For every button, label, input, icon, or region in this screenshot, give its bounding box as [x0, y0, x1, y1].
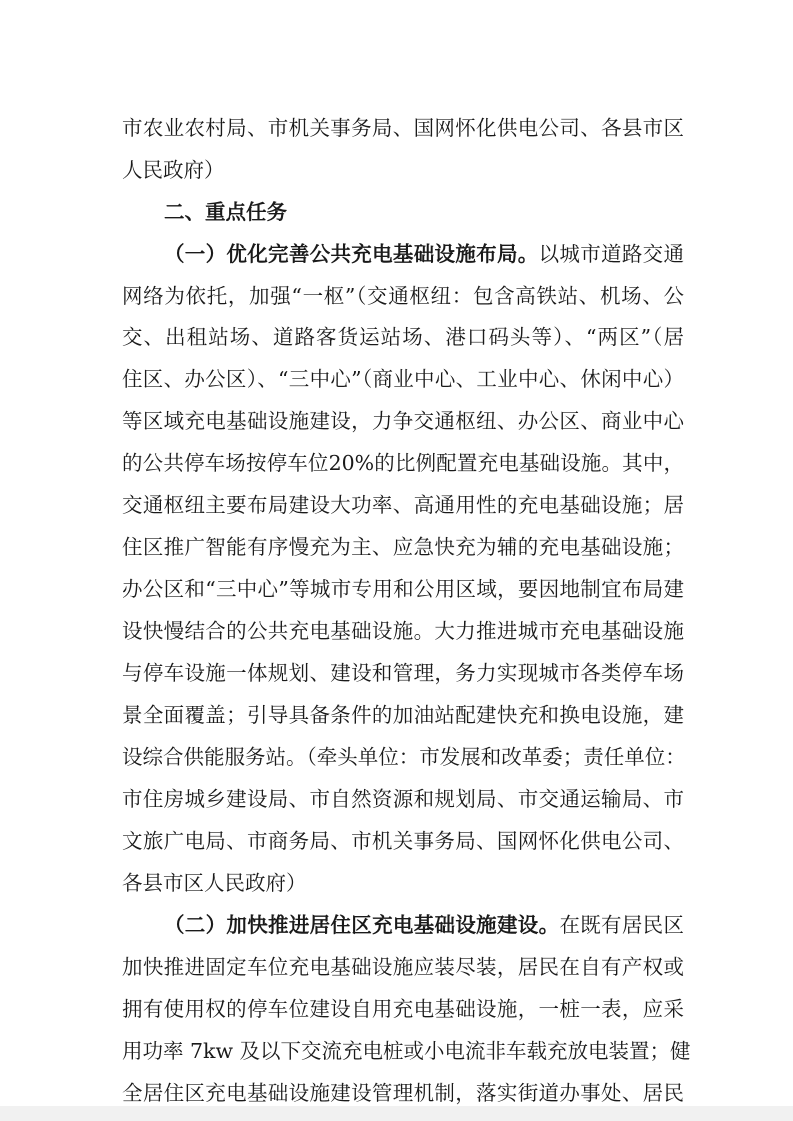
text-line: 网络为依托，加强“一枢”（交通枢纽：包含高铁站、机场、公	[122, 284, 684, 308]
scan-edge	[0, 1106, 793, 1121]
text-line: 拥有使用权的停车位建设自用充电基础设施，一桩一表，应采	[122, 997, 684, 1021]
text-line: 办公区和“三中心”等城市专用和公用区域，要因地制宜布局建	[122, 577, 684, 601]
text-line: 的公共停车场按停车位20%的比例配置充电基础设施。其中，	[122, 451, 684, 475]
subsection-heading: （二）加快推进居住区充电基础设施建设。	[164, 913, 560, 937]
text-line: 设快慢结合的公共充电基础设施。大力推进城市充电基础设施	[122, 619, 684, 643]
text-line: 景全面覆盖；引导具备条件的加油站配建快充和换电设施，建	[122, 703, 684, 727]
text-line: 与停车设施一体规划、建设和管理，务力实现城市各类停车场	[122, 661, 684, 685]
text-line: 市农业农村局、市机关事务局、国网怀化供电公司、各县市区	[122, 116, 684, 140]
text-line: 设综合供能服务站。（牵头单位：市发展和改革委；责任单位：	[122, 745, 686, 769]
text-line: 住区推广智能有序慢充为主、应急快充为辅的充电基础设施；	[122, 535, 684, 559]
text-line: 文旅广电局、市商务局、市机关事务局、国网怀化供电公司、	[122, 829, 684, 853]
text-line: （一）优化完善公共充电基础设施布局。以城市道路交通	[164, 242, 684, 266]
text-line: 全居住区充电基础设施建设管理机制，落实街道办事处、居民	[122, 1081, 684, 1105]
text-line: 交、出租站场、道路客货运站场、港口码头等）、“两区”（居	[122, 325, 684, 349]
subsection-heading: （一）优化完善公共充电基础设施布局。	[164, 242, 539, 266]
text-line: 交通枢纽主要布局建设大功率、高通用性的充电基础设施；居	[122, 493, 684, 517]
text-line: 人民政府）	[122, 158, 225, 182]
section-heading: 二、重点任务	[164, 200, 287, 224]
text-line: 市住房城乡建设局、市自然资源和规划局、市交通运输局、市	[122, 787, 684, 811]
text-line: 用功率 7kw 及以下交流充电桩或小电流非车载充放电装置；健	[122, 1039, 691, 1063]
text-line: 加快推进固定车位充电基础设施应装尽装，居民在自有产权或	[122, 955, 684, 979]
text-line: （二）加快推进居住区充电基础设施建设。在既有居民区	[164, 913, 684, 937]
text-line: 各县市区人民政府）	[122, 871, 307, 895]
text-line: 住区、办公区）、“三中心”（商业中心、工业中心、休闲中心）	[122, 367, 684, 391]
text-line: 等区域充电基础设施建设，力争交通枢纽、办公区、商业中心	[122, 409, 684, 433]
